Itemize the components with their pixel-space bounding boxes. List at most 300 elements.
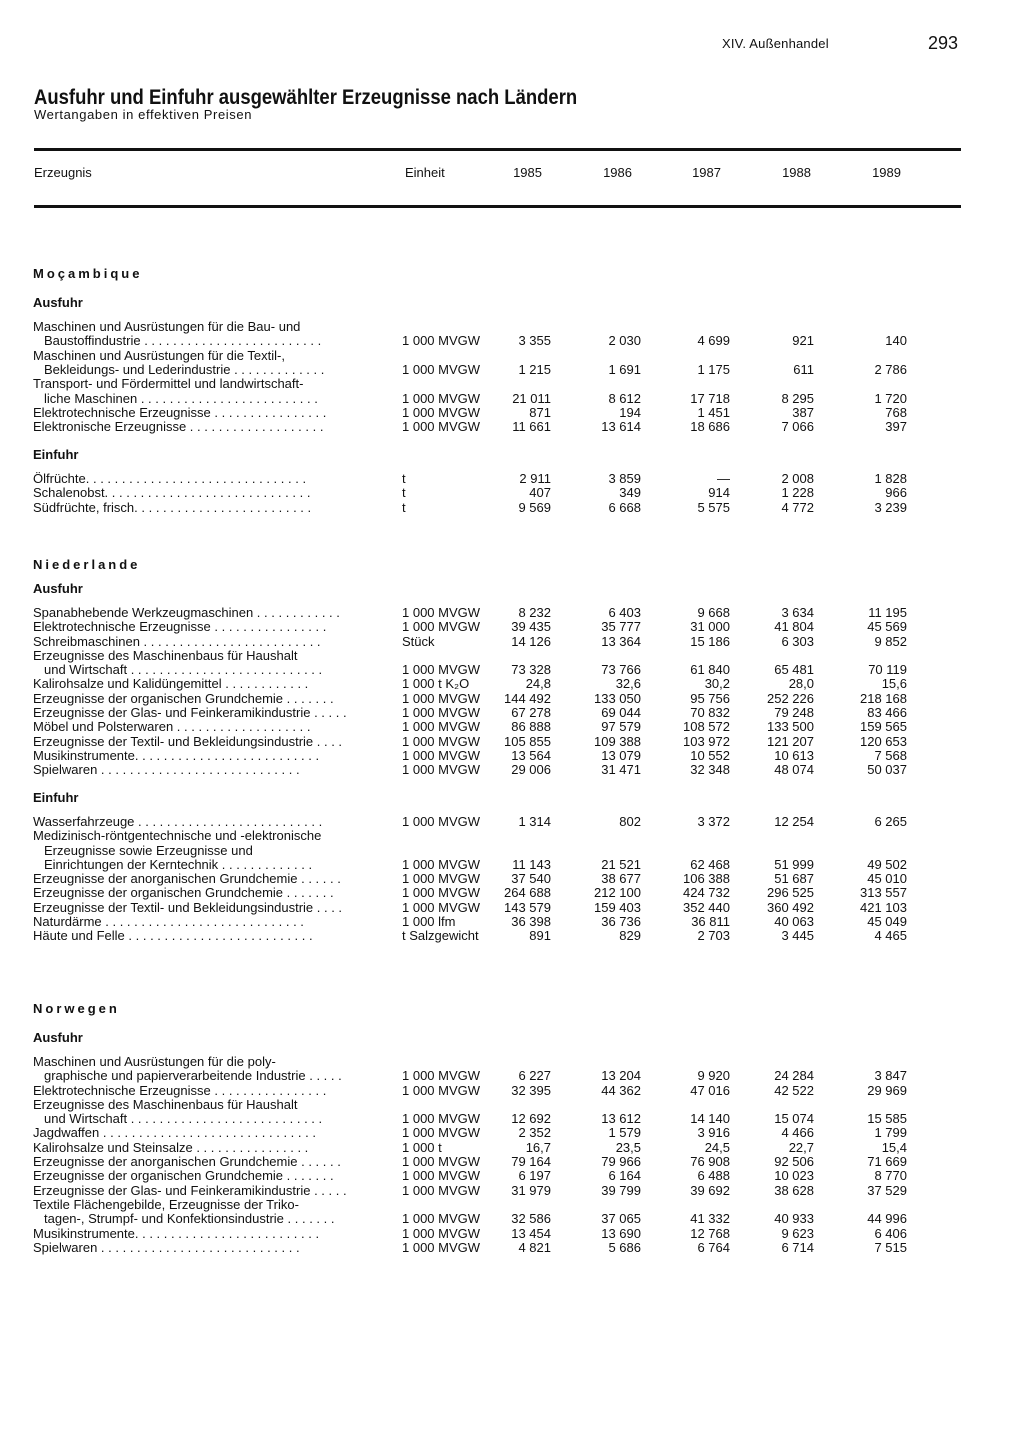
value-cell: 97 579 — [601, 719, 641, 734]
product-label: Erzeugnisse der Textil- und Bekleidungsindustrie . . . . — [33, 734, 343, 749]
value-cell: 1 314 — [518, 814, 551, 829]
table-row — [30, 1211, 960, 1226]
value-cell: 9 852 — [874, 634, 907, 649]
value-cell: 120 653 — [860, 734, 907, 749]
value-cell: 6 714 — [781, 1240, 814, 1255]
product-label: Kalirohsalze und Steinsalze . . . . . . . . . . . . . . . . — [33, 1140, 309, 1155]
product-label: Textile Flächengebilde, Erzeugnisse der Triko- — [33, 1197, 299, 1212]
table-row — [30, 691, 960, 706]
table-row — [30, 676, 960, 691]
value-cell: 871 — [529, 405, 551, 420]
unit-cell: 1 000 MVGW — [402, 1168, 481, 1183]
product-label: Medizinisch-röntgentechnische und -elektronische — [33, 828, 322, 843]
product-label: Spanabhebende Werkzeugmaschinen . . . . . . . . . . . . — [33, 605, 340, 620]
value-cell: 37 529 — [867, 1183, 907, 1198]
table-row — [30, 634, 960, 649]
header-rule-bottom — [34, 205, 961, 208]
value-cell: — — [717, 471, 730, 486]
table-row-label-line — [30, 648, 960, 663]
value-cell: 18 686 — [690, 419, 730, 434]
table-row — [30, 1111, 960, 1126]
section-heading: Einfuhr — [33, 790, 79, 805]
value-cell: 39 799 — [601, 1183, 641, 1198]
value-cell: 9 668 — [697, 605, 730, 620]
table-row — [30, 705, 960, 720]
table-row — [30, 814, 960, 829]
unit-cell: 1 000 MVGW — [402, 1125, 481, 1140]
table-row — [30, 1183, 960, 1198]
value-cell: 11 195 — [868, 605, 907, 620]
value-cell: 4 465 — [874, 928, 907, 943]
value-cell: 2 703 — [697, 928, 730, 943]
value-cell: 105 855 — [504, 734, 551, 749]
value-cell: 3 355 — [518, 333, 551, 348]
value-cell: 29 969 — [867, 1083, 907, 1098]
product-label: Möbel und Polsterwaren . . . . . . . . . . . . . . . . . . . — [33, 719, 311, 734]
value-cell: 387 — [792, 405, 814, 420]
value-cell: 65 481 — [774, 662, 814, 677]
product-label: Erzeugnisse der anorganischen Grundchemie . . . . . . — [33, 1154, 341, 1169]
table-row — [30, 419, 960, 434]
value-cell: 1 451 — [697, 405, 730, 420]
table-row-label-line — [30, 348, 960, 363]
product-label: und Wirtschaft . . . . . . . . . . . . . . . . . . . . . . . . . . . — [44, 1111, 323, 1126]
value-cell: 76 908 — [690, 1154, 730, 1169]
value-cell: 921 — [792, 333, 814, 348]
product-label: Elektrotechnische Erzeugnisse . . . . . . . . . . . . . . . . — [33, 1083, 327, 1098]
unit-cell: 1 000 MVGW — [402, 734, 481, 749]
value-cell: 31 000 — [690, 619, 730, 634]
value-cell: 4 772 — [781, 500, 814, 515]
value-cell: 31 471 — [601, 762, 641, 777]
product-label: Schreibmaschinen . . . . . . . . . . . . . . . . . . . . . . . . . — [33, 634, 321, 649]
value-cell: 21 011 — [512, 391, 551, 406]
value-cell: 966 — [885, 485, 907, 500]
table-row — [30, 719, 960, 734]
value-cell: 40 063 — [774, 914, 814, 929]
header-rule-top — [34, 148, 961, 151]
value-cell: 212 100 — [594, 885, 641, 900]
table-row — [30, 734, 960, 749]
value-cell: 10 613 — [774, 748, 814, 763]
value-cell: 424 732 — [683, 885, 730, 900]
value-cell: 13 079 — [601, 748, 641, 763]
table-row — [30, 928, 960, 943]
column-header-year: 1989 — [872, 165, 901, 180]
product-label: Spielwaren . . . . . . . . . . . . . . . . . . . . . . . . . . . . — [33, 1240, 300, 1255]
product-label: Elektronische Erzeugnisse . . . . . . . . . . . . . . . . . . . — [33, 419, 324, 434]
value-cell: 12 692 — [511, 1111, 551, 1126]
unit-cell: 1 000 MVGW — [402, 1154, 481, 1169]
value-cell: 36 811 — [691, 914, 730, 929]
table-row — [30, 1168, 960, 1183]
value-cell: 50 037 — [867, 762, 907, 777]
product-label: Naturdärme . . . . . . . . . . . . . . . . . . . . . . . . . . . . — [33, 914, 304, 929]
value-cell: 10 552 — [690, 748, 730, 763]
table-row-label-line — [30, 376, 960, 391]
value-cell: 92 506 — [774, 1154, 814, 1169]
table-row — [30, 914, 960, 929]
value-cell: 10 023 — [774, 1168, 814, 1183]
value-cell: 194 — [619, 405, 641, 420]
value-cell: 133 050 — [594, 691, 641, 706]
value-cell: 2 911 — [519, 471, 551, 486]
value-cell: 17 718 — [690, 391, 730, 406]
product-label: Erzeugnisse des Maschinenbaus für Haushalt — [33, 1097, 298, 1112]
value-cell: 16,7 — [525, 1140, 551, 1155]
value-cell: 6 764 — [697, 1240, 730, 1255]
value-cell: 44 362 — [601, 1083, 641, 1098]
value-cell: 3 859 — [608, 471, 641, 486]
unit-cell: 1 000 MVGW — [402, 748, 481, 763]
value-cell: 32 348 — [690, 762, 730, 777]
table-row — [30, 1083, 960, 1098]
value-cell: 3 847 — [874, 1068, 907, 1083]
value-cell: 61 840 — [690, 662, 730, 677]
product-label: Wasserfahrzeuge . . . . . . . . . . . . . . . . . . . . . . . . . . — [33, 814, 323, 829]
value-cell: 1 720 — [874, 391, 907, 406]
value-cell: 47 016 — [690, 1083, 730, 1098]
value-cell: 109 388 — [594, 734, 641, 749]
unit-cell: 1 000 MVGW — [402, 1083, 481, 1098]
unit-cell: 1 000 MVGW — [402, 814, 481, 829]
unit-cell: t — [402, 471, 406, 486]
value-cell: 2 786 — [874, 362, 907, 377]
product-label: graphische und papierverarbeitende Industrie . . . . . — [44, 1068, 342, 1083]
value-cell: 8 612 — [608, 391, 641, 406]
value-cell: 35 777 — [601, 619, 641, 634]
product-label: Kalirohsalze und Kalidüngemittel . . . . . . . . . . . . — [33, 676, 309, 691]
value-cell: 83 466 — [867, 705, 907, 720]
value-cell: 5 575 — [697, 500, 730, 515]
value-cell: 45 049 — [867, 914, 907, 929]
value-cell: 15 585 — [867, 1111, 907, 1126]
table-row — [30, 1068, 960, 1083]
table-title: Ausfuhr und Einfuhr ausgewählter Erzeugnisse nach Ländern — [34, 86, 578, 109]
running-head: XIV. Außenhandel — [722, 36, 829, 51]
value-cell: 39 435 — [511, 619, 551, 634]
value-cell: 13 612 — [601, 1111, 641, 1126]
value-cell: 38 628 — [774, 1183, 814, 1198]
value-cell: 8 770 — [874, 1168, 907, 1183]
product-label: Häute und Felle . . . . . . . . . . . . . . . . . . . . . . . . . . — [33, 928, 313, 943]
unit-cell: 1 000 MVGW — [402, 605, 481, 620]
unit-cell: 1 000 MVGW — [402, 871, 481, 886]
value-cell: 1 828 — [874, 471, 907, 486]
value-cell: 15 074 — [774, 1111, 814, 1126]
value-cell: 7 568 — [874, 748, 907, 763]
unit-cell: t Salzgewicht — [402, 928, 479, 943]
unit-cell: t — [402, 500, 406, 515]
product-label: Erzeugnisse der organischen Grundchemie . . . . . . . — [33, 885, 334, 900]
value-cell: 103 972 — [683, 734, 730, 749]
value-cell: 15,6 — [881, 676, 907, 691]
product-label: Erzeugnisse der organischen Grundchemie . . . . . . . — [33, 1168, 334, 1183]
value-cell: 108 572 — [683, 719, 730, 734]
table-row — [30, 1240, 960, 1255]
value-cell: 3 445 — [781, 928, 814, 943]
value-cell: 264 688 — [504, 885, 551, 900]
table-row — [30, 1154, 960, 1169]
value-cell: 38 677 — [601, 871, 641, 886]
value-cell: 218 168 — [860, 691, 907, 706]
table-subtitle: Wertangaben in effektiven Preisen — [34, 107, 253, 122]
value-cell: 13 614 — [601, 419, 641, 434]
table-row — [30, 857, 960, 872]
section-heading: Ausfuhr — [33, 581, 83, 596]
value-cell: 829 — [619, 928, 641, 943]
value-cell: 5 686 — [608, 1240, 641, 1255]
value-cell: 13 564 — [511, 748, 551, 763]
value-cell: 914 — [708, 485, 730, 500]
value-cell: 3 239 — [874, 500, 907, 515]
value-cell: 71 669 — [867, 1154, 907, 1169]
value-cell: 86 888 — [511, 719, 551, 734]
page-number: 293 — [928, 33, 959, 53]
value-cell: 4 466 — [781, 1125, 814, 1140]
table-row — [30, 748, 960, 763]
value-cell: 40 933 — [774, 1211, 814, 1226]
value-cell: 6 406 — [874, 1226, 907, 1241]
value-cell: 32,6 — [615, 676, 641, 691]
value-cell: 45 010 — [867, 871, 907, 886]
value-cell: 6 403 — [608, 605, 641, 620]
value-cell: 6 227 — [518, 1068, 551, 1083]
value-cell: 7 515 — [874, 1240, 907, 1255]
table-row — [30, 1125, 960, 1140]
product-label: Baustoffindustrie . . . . . . . . . . . . . . . . . . . . . . . . . — [44, 333, 322, 348]
table-row-label-line — [30, 1097, 960, 1112]
product-label: Südfrüchte, frisch. . . . . . . . . . . . . . . . . . . . . . . . . — [33, 500, 312, 515]
table-row — [30, 391, 960, 406]
column-header-year: 1987 — [692, 165, 721, 180]
value-cell: 802 — [619, 814, 641, 829]
value-cell: 3 634 — [781, 605, 814, 620]
product-label: Erzeugnisse sowie Erzeugnisse und — [44, 843, 253, 858]
country-heading: Norwegen — [33, 1001, 120, 1016]
value-cell: 352 440 — [683, 900, 730, 915]
product-label: Transport- und Fördermittel und landwirtschaft- — [33, 376, 304, 391]
value-cell: 13 364 — [601, 634, 641, 649]
country-heading: Niederlande — [33, 557, 141, 572]
table-row — [30, 871, 960, 886]
value-cell: 23,5 — [615, 1140, 641, 1155]
unit-cell: Stück — [402, 634, 435, 649]
product-label: Bekleidungs- und Lederindustrie . . . . . . . . . . . . . — [44, 362, 325, 377]
value-cell: 6 197 — [518, 1168, 551, 1183]
product-label: liche Maschinen . . . . . . . . . . . . . . . . . . . . . . . . . — [44, 391, 318, 406]
value-cell: 70 119 — [868, 662, 907, 677]
value-cell: 2 008 — [781, 471, 814, 486]
product-label: Ölfrüchte. . . . . . . . . . . . . . . . . . . . . . . . . . . . . . . — [33, 471, 307, 486]
value-cell: 1 799 — [874, 1125, 907, 1140]
table-row — [30, 485, 960, 500]
unit-cell: 1 000 t — [402, 1140, 442, 1155]
value-cell: 44 996 — [867, 1211, 907, 1226]
value-cell: 37 540 — [511, 871, 551, 886]
value-cell: 51 999 — [774, 857, 814, 872]
section-heading: Ausfuhr — [33, 1030, 83, 1045]
value-cell: 67 278 — [511, 705, 551, 720]
table-row — [30, 619, 960, 634]
value-cell: 768 — [885, 405, 907, 420]
table-row — [30, 405, 960, 420]
unit-cell: 1 000 MVGW — [402, 1211, 481, 1226]
product-label: Erzeugnisse der anorganischen Grundchemie . . . . . . — [33, 871, 341, 886]
unit-cell: 1 000 MVGW — [402, 705, 481, 720]
table-row — [30, 605, 960, 620]
value-cell: 29 006 — [511, 762, 551, 777]
value-cell: 41 332 — [690, 1211, 730, 1226]
value-cell: 3 916 — [697, 1125, 730, 1140]
unit-cell: 1 000 MVGW — [402, 333, 481, 348]
value-cell: 32 395 — [511, 1083, 551, 1098]
value-cell: 1 228 — [781, 485, 814, 500]
value-cell: 32 586 — [511, 1211, 551, 1226]
table-row — [30, 471, 960, 486]
value-cell: 144 492 — [504, 691, 551, 706]
unit-cell: 1 000 MVGW — [402, 362, 481, 377]
value-cell: 69 044 — [601, 705, 641, 720]
value-cell: 49 502 — [867, 857, 907, 872]
unit-cell: 1 000 MVGW — [402, 1226, 481, 1241]
value-cell: 143 579 — [504, 900, 551, 915]
unit-cell: 1 000 MVGW — [402, 619, 481, 634]
value-cell: 2 030 — [608, 333, 641, 348]
value-cell: 1 691 — [608, 362, 641, 377]
value-cell: 159 565 — [860, 719, 907, 734]
value-cell: 13 690 — [601, 1226, 641, 1241]
value-cell: 22,7 — [788, 1140, 814, 1155]
value-cell: 2 352 — [518, 1125, 551, 1140]
value-cell: 31 979 — [511, 1183, 551, 1198]
unit-cell: 1 000 MVGW — [402, 885, 481, 900]
table-row — [30, 900, 960, 915]
value-cell: 79 248 — [774, 705, 814, 720]
value-cell: 41 804 — [774, 619, 814, 634]
table-row — [30, 362, 960, 377]
product-label: Jagdwaffen . . . . . . . . . . . . . . . . . . . . . . . . . . . . . . — [33, 1125, 316, 1140]
product-label: Maschinen und Ausrüstungen für die poly- — [33, 1054, 276, 1069]
value-cell: 21 521 — [601, 857, 641, 872]
value-cell: 1 175 — [697, 362, 730, 377]
value-cell: 8 232 — [518, 605, 551, 620]
product-label: Maschinen und Ausrüstungen für die Bau- und — [33, 319, 301, 334]
value-cell: 9 623 — [781, 1226, 814, 1241]
value-cell: 73 328 — [511, 662, 551, 677]
unit-cell: 1 000 t K₂O — [402, 676, 470, 691]
value-cell: 407 — [529, 485, 551, 500]
product-label: Musikinstrumente. . . . . . . . . . . . . . . . . . . . . . . . . . — [33, 748, 320, 763]
unit-cell: 1 000 MVGW — [402, 405, 481, 420]
product-label: Erzeugnisse der Textil- und Bekleidungsindustrie . . . . — [33, 900, 343, 915]
table-row-label-line — [30, 319, 960, 334]
value-cell: 48 074 — [774, 762, 814, 777]
value-cell: 15 186 — [690, 634, 730, 649]
value-cell: 28,0 — [788, 676, 814, 691]
value-cell: 397 — [885, 419, 907, 434]
table-row-label-line — [30, 1054, 960, 1069]
unit-cell: 1 000 MVGW — [402, 1240, 481, 1255]
value-cell: 24 284 — [774, 1068, 814, 1083]
unit-cell: 1 000 MVGW — [402, 662, 481, 677]
table-row-label-line — [30, 843, 960, 858]
value-cell: 70 832 — [690, 705, 730, 720]
value-cell: 14 126 — [511, 634, 551, 649]
value-cell: 7 066 — [781, 419, 814, 434]
unit-cell: 1 000 lfm — [402, 914, 456, 929]
column-header-year: 1988 — [782, 165, 811, 180]
unit-cell: 1 000 MVGW — [402, 1111, 481, 1126]
column-header-year: 1986 — [603, 165, 632, 180]
section-heading: Ausfuhr — [33, 295, 83, 310]
product-label: Elektrotechnische Erzeugnisse . . . . . . . . . . . . . . . . — [33, 405, 327, 420]
country-heading: Moçambique — [33, 266, 143, 281]
value-cell: 73 766 — [601, 662, 641, 677]
product-label: Maschinen und Ausrüstungen für die Textil-, — [33, 348, 285, 363]
table-row-label-line — [30, 1197, 960, 1212]
product-label: Musikinstrumente. . . . . . . . . . . . . . . . . . . . . . . . . . — [33, 1226, 320, 1241]
value-cell: 13 204 — [601, 1068, 641, 1083]
value-cell: 11 661 — [512, 419, 551, 434]
value-cell: 252 226 — [767, 691, 814, 706]
product-label: Erzeugnisse der Glas- und Feinkeramikindustrie . . . . . — [33, 1183, 347, 1198]
value-cell: 4 699 — [697, 333, 730, 348]
value-cell: 6 488 — [697, 1168, 730, 1183]
value-cell: 8 295 — [781, 391, 814, 406]
product-label: Erzeugnisse des Maschinenbaus für Haushalt — [33, 648, 298, 663]
product-label: Erzeugnisse der organischen Grundchemie . . . . . . . — [33, 691, 334, 706]
value-cell: 313 557 — [860, 885, 907, 900]
unit-cell: 1 000 MVGW — [402, 391, 481, 406]
value-cell: 14 140 — [690, 1111, 730, 1126]
column-header-unit: Einheit — [405, 165, 445, 180]
value-cell: 11 143 — [512, 857, 551, 872]
value-cell: 611 — [793, 362, 814, 377]
unit-cell: 1 000 MVGW — [402, 900, 481, 915]
unit-cell: 1 000 MVGW — [402, 1068, 481, 1083]
product-label: Spielwaren . . . . . . . . . . . . . . . . . . . . . . . . . . . . — [33, 762, 300, 777]
unit-cell: 1 000 MVGW — [402, 691, 481, 706]
value-cell: 42 522 — [774, 1083, 814, 1098]
value-cell: 9 920 — [697, 1068, 730, 1083]
table-row — [30, 1226, 960, 1241]
value-cell: 30,2 — [704, 676, 730, 691]
value-cell: 24,5 — [704, 1140, 730, 1155]
column-header-year: 1985 — [513, 165, 542, 180]
value-cell: 79 966 — [601, 1154, 641, 1169]
value-cell: 6 668 — [608, 500, 641, 515]
product-label: Elektrotechnische Erzeugnisse . . . . . . . . . . . . . . . . — [33, 619, 327, 634]
value-cell: 9 569 — [518, 500, 551, 515]
product-label: Einrichtungen der Kerntechnik . . . . . . . . . . . . . — [44, 857, 313, 872]
value-cell: 891 — [529, 928, 551, 943]
value-cell: 95 756 — [690, 691, 730, 706]
table-row — [30, 662, 960, 677]
unit-cell: 1 000 MVGW — [402, 719, 481, 734]
value-cell: 45 569 — [867, 619, 907, 634]
value-cell: 15,4 — [881, 1140, 907, 1155]
value-cell: 13 454 — [511, 1226, 551, 1241]
value-cell: 1 579 — [608, 1125, 641, 1140]
value-cell: 3 372 — [697, 814, 730, 829]
unit-cell: 1 000 MVGW — [402, 1183, 481, 1198]
value-cell: 12 768 — [690, 1226, 730, 1241]
value-cell: 360 492 — [767, 900, 814, 915]
product-label: und Wirtschaft . . . . . . . . . . . . . . . . . . . . . . . . . . . — [44, 662, 323, 677]
table-row-label-line — [30, 828, 960, 843]
table-row — [30, 762, 960, 777]
